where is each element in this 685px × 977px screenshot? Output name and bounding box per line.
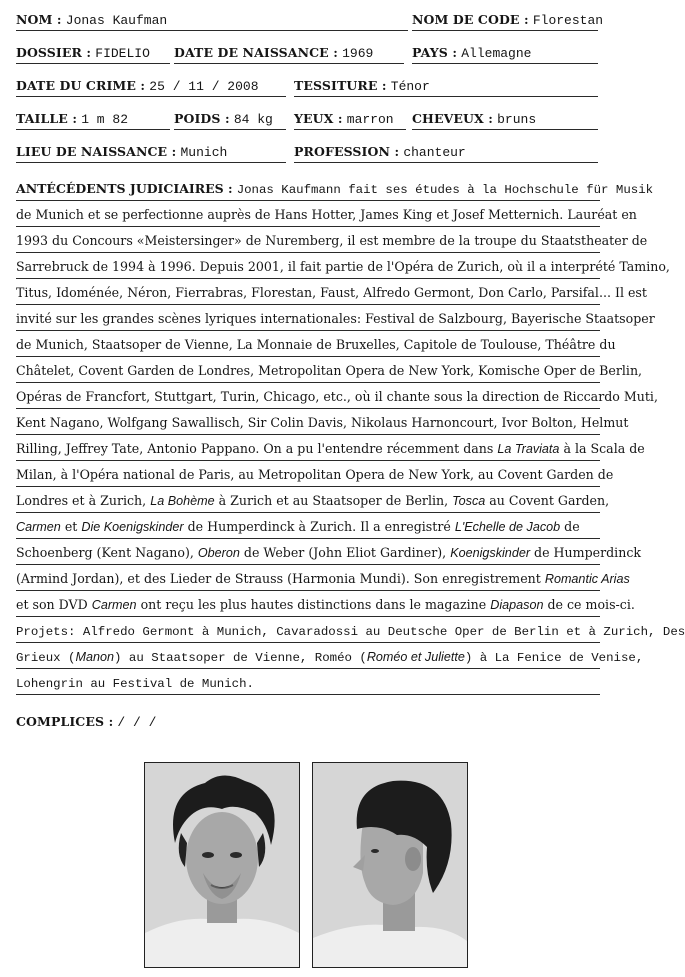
complices-label: COMPLICES : — [16, 714, 114, 729]
field-cheveux — [412, 111, 598, 130]
field-yeux — [294, 111, 406, 130]
field-poids — [174, 111, 286, 130]
field-dossier — [16, 45, 170, 64]
para-line: ANTÉCÉDENTS JUDICIAIRES : Jonas Kaufmann fait ses études à la Hochschule für Musik — [16, 181, 654, 197]
para-line: Rilling, Jeffrey Tate, Antonio Pappano. On a pu l'entendre récemment dans La Traviata à la Scala de — [16, 441, 645, 456]
lieu-label: LIEU DE NAISSANCE : — [16, 144, 177, 159]
portrait-front-icon — [145, 763, 299, 967]
profession-value: chanteur — [403, 145, 466, 160]
pays-value: Allemagne — [461, 46, 532, 61]
field-nom-de-code — [412, 12, 604, 31]
field-lieu-de-naissance — [16, 144, 286, 163]
para-line: Grieux (Manon) au Staatsoper de Vienne, Roméo (Roméo et Juliette) à La Fenice de Venise, — [16, 650, 644, 665]
tessiture-label: TESSITURE : — [294, 78, 387, 93]
cheveux-label: CHEVEUX : — [412, 111, 493, 126]
mugshot-front-photo — [144, 762, 300, 968]
para-line: Carmen et Die Koenigskinder de Humperdinck à Zurich. Il a enregistré L'Echelle de Jacob de — [16, 519, 580, 534]
portrait-profile-icon — [313, 763, 467, 967]
para-line: invité sur les grandes scènes lyriques internationales: Festival de Salzbourg, Bayerische Staatsoper — [16, 311, 655, 326]
nom-label: NOM : — [16, 12, 62, 27]
taille-label: TAILLE : — [16, 111, 78, 126]
mugshot-profile-photo — [312, 762, 468, 968]
naissance-value: 1969 — [342, 46, 374, 61]
profession-label: PROFESSION : — [294, 144, 400, 159]
para-line: Châtelet, Covent Garden de Londres, Metropolitan Opera de New York, Komische Oper de Berlin, — [16, 363, 643, 378]
field-date-de-naissance — [174, 45, 404, 64]
para-line: Londres et à Zurich, La Bohème à Zurich et au Staatsoper de Berlin, Tosca au Covent Garden, — [16, 493, 610, 508]
dossier-value: FIDELIO — [95, 46, 150, 61]
para-line: Projets: Alfredo Germont à Munich, Cavaradossi au Deutsche Oper de Berlin et à Zurich, Des — [16, 625, 685, 639]
para-line: Sarrebruck de 1994 à 1996. Depuis 2001, il fait partie de l'Opéra de Zurich, où il a interprété Tamino, — [16, 259, 670, 274]
para-line: de Munich et se perfectionne auprès de Hans Hotter, James King et Josef Metternich. Lauréat en — [16, 207, 637, 222]
para-line: Opéras de Francfort, Stuttgart, Turin, Chicago, etc., où il chante sous la direction de Riccardo Muti, — [16, 389, 658, 404]
para-line: Milan, à l'Opéra national de Paris, au Metropolitan Opera de New York, au Covent Garden de — [16, 467, 614, 482]
poids-value: 84 kg — [233, 112, 273, 127]
field-taille — [16, 111, 170, 130]
field-tessiture — [294, 78, 598, 97]
field-complices — [16, 714, 600, 732]
crime-value: 25 / 11 / 2008 — [149, 79, 259, 94]
code-value: Florestan — [532, 13, 604, 28]
pays-label: PAYS : — [412, 45, 458, 60]
poids-label: POIDS : — [174, 111, 230, 126]
para-line: Lohengrin au Festival de Munich. — [16, 677, 254, 691]
taille-value: 1 m 82 — [81, 112, 128, 127]
field-nom — [16, 12, 408, 31]
dossier-label: DOSSIER : — [16, 45, 92, 60]
para-line: Titus, Idoménée, Néron, Fierrabras, Florestan, Faust, Alfredo Germont, Don Carlo, Parsifal... Il est — [16, 285, 647, 300]
nom-value: Jonas Kaufman — [65, 13, 168, 28]
antecedents-label: ANTÉCÉDENTS JUDICIAIRES : — [16, 181, 233, 196]
yeux-value: marron — [346, 112, 394, 127]
naissance-label: DATE DE NAISSANCE : — [174, 45, 338, 60]
field-date-du-crime — [16, 78, 286, 97]
para-line: 1993 du Concours «Meistersinger» de Nuremberg, il est membre de la troupe du Staatstheater de — [16, 233, 648, 248]
cheveux-value: bruns — [497, 112, 537, 127]
tessiture-value: Ténor — [390, 79, 430, 94]
field-pays — [412, 45, 598, 64]
field-profession — [294, 144, 598, 163]
complices-value: / / / — [117, 715, 157, 730]
yeux-label: YEUX : — [294, 111, 343, 126]
crime-label: DATE DU CRIME : — [16, 78, 146, 93]
para-line: de Munich, Staatsoper de Vienne, La Monnaie de Bruxelles, Capitole de Toulouse, Théâtre du — [16, 337, 616, 352]
para-line: et son DVD Carmen ont reçu les plus hautes distinctions dans le magazine Diapason de ce mois-ci. — [16, 597, 635, 612]
lieu-value: Munich — [180, 145, 228, 160]
para-line: Schoenberg (Kent Nagano), Oberon de Weber (John Eliot Gardiner), Koenigskinder de Humperdinck — [16, 545, 642, 560]
code-label: NOM DE CODE : — [412, 12, 529, 27]
para-line: Kent Nagano, Wolfgang Sawallisch, Sir Colin Davis, Nikolaus Harnoncourt, Ivor Bolton, Helmut — [16, 415, 629, 430]
antecedents-paragraph — [16, 176, 685, 696]
para-line: (Armind Jordan), et des Lieder de Strauss (Harmonia Mundi). Son enregistrement Romantic Arias — [16, 571, 630, 586]
